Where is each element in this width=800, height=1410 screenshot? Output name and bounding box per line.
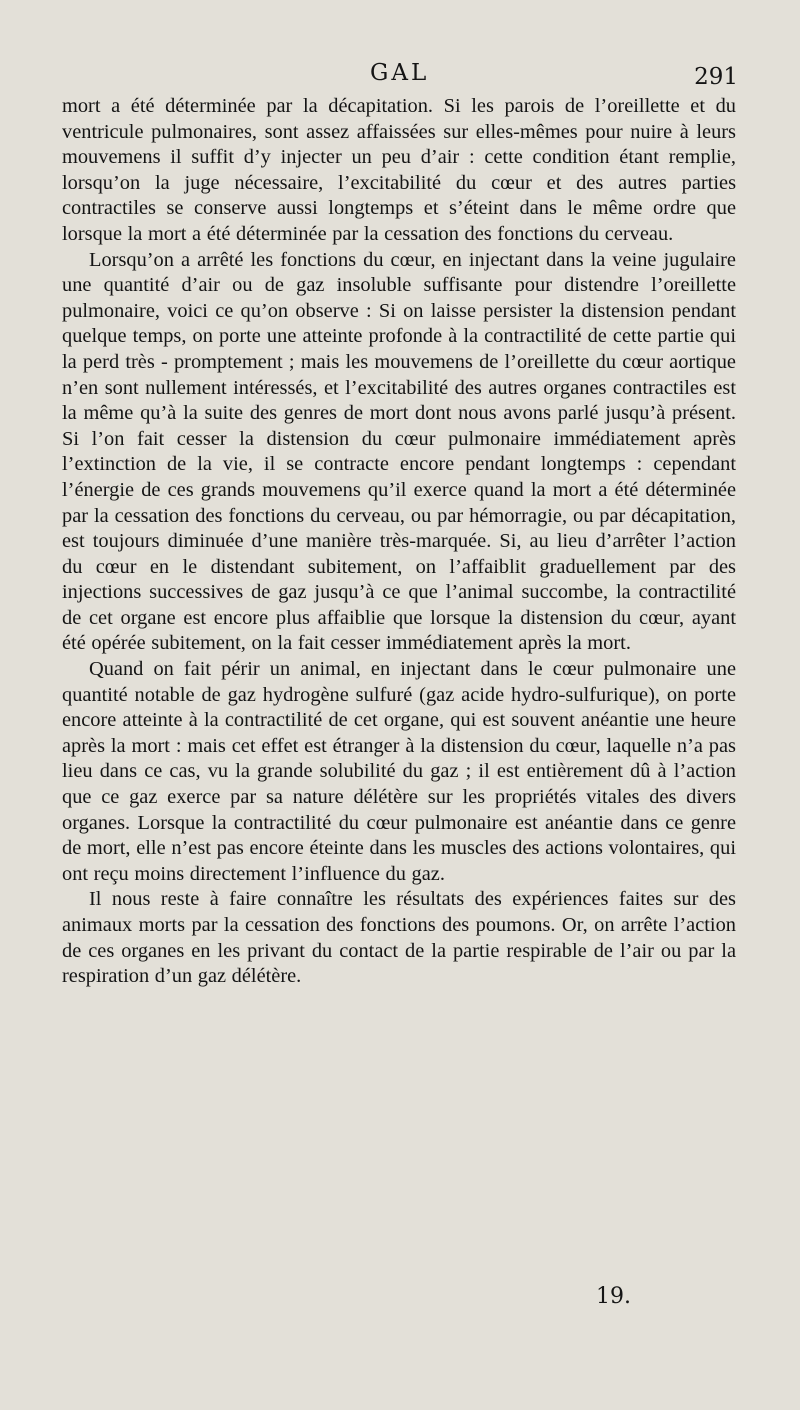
body-text bbox=[62, 94, 736, 990]
paragraph: Quand on fait périr un animal, en injectant dans le cœur pulmonaire une quantité notable de gaz hydrogène sulfuré (gaz acide hydro-sulfurique), on porte encore atteinte à la contractilité de cet organe, qui est souvent anéantie une heure après la mort : mais cet effet est étranger à la distension du cœur, laquelle n’a pas lieu dans ce cas, vu la grande solubilité du gaz ; il est entièrement dû à l’action que ce gaz exerce par sa nature délétère sur les propriétés vitales des divers organes. Lorsque la contractilité du cœur pulmonaire est anéantie dans ce genre de mort, elle n’est pas encore éteinte dans les muscles des actions volontaires, qui ont reçu moins directement l’influence du gaz. bbox=[62, 658, 736, 885]
running-header-title: GAL bbox=[370, 60, 430, 86]
paragraph: Lorsqu’on a arrêté les fonctions du cœur, en injectant dans la veine jugulaire une quantité d’air ou de gaz insoluble suffisante pour distendre l’oreillette pulmonaire, voici ce qu’on observe : Si on laisse persister la distension pendant quelque temps, on porte une atteinte profonde à la contractilité de cette partie qui la perd très - promptement ; mais les mouvemens de l’oreillette du cœur aortique n’en sont nullement intéressés, et l’excitabilité des autres organes contractiles est la même qu’à la suite des genres de mort dont nous avons parlé jusqu’à présent. Si l’on fait cesser la distension du cœur pulmonaire immédiatement après l’extinction de la vie, il se contracte encore pendant longtemps : cependant l’énergie de ces grands mouvemens qu’il exerce quand la mort a été déterminée par la cessation des fonctions du cerveau, ou par hémorragie, ou par décapitation, est toujours diminuée d’une manière très-marquée. Si, au lieu d’arrêter l’action du cœur en le distendant subitement, on l’affaiblit graduellement par des injections successives de gaz jusqu’à ce que l’animal succombe, la contractilité de cet organe est encore plus affaiblie que lorsque la distension du cœur, ayant été opérée subitement, on la fait cesser immédiatement après la mort. bbox=[62, 248, 736, 655]
signature-mark: 19. bbox=[596, 1284, 631, 1309]
page-number: 291 bbox=[694, 64, 738, 90]
paragraph: Il nous reste à faire connaître les résultats des expériences faites sur des animaux morts par la cessation des fonctions des poumons. Or, on arrête l’action de ces organes en les privant du contact de la partie respirable de l’air ou par la respiration d’un gaz délétère. bbox=[62, 888, 736, 988]
paragraph-continued: mort a été déterminée par la décapitation. Si les parois de l’oreillette et du ventricule pulmonaires, sont assez affaissées sur elles-mêmes pour nuire à leurs mouvemens il suffit d’y injecter un peu d’air : cette condition étant remplie, lorsqu’on la juge nécessaire, l’excitabilité du cœur et des autres parties contractiles se conserve aussi longtemps et s’éteint dans le même ordre que lorsque la mort a été déterminée par la cessation des fonctions du cerveau. bbox=[62, 95, 736, 245]
